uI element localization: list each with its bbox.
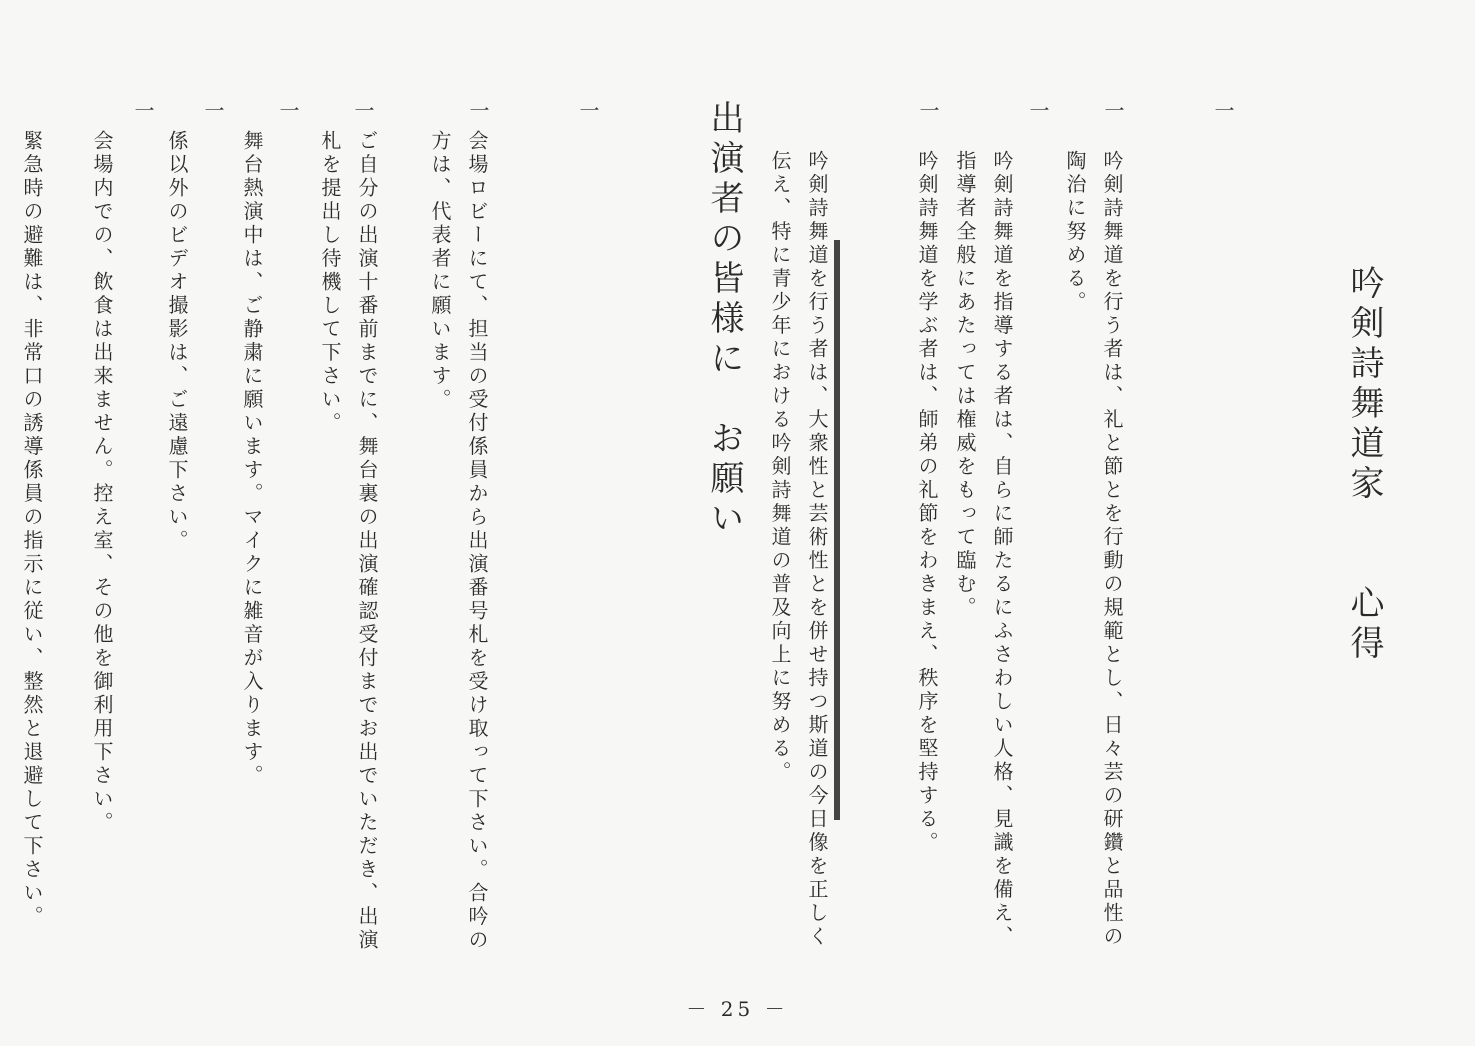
page-number: － 25 － bbox=[686, 997, 789, 1021]
item-text: 吟剣詩舞道を行う者は、礼と節とを行動の規範とし、日々芸の研鑽と品性の陶治に努める。 bbox=[1063, 150, 1124, 949]
item-mark: 一 bbox=[201, 100, 225, 124]
code-title: 吟剣詩舞道家 心得 bbox=[1344, 265, 1384, 665]
item-text: 舞台熱演中は、ご静粛に願います。マイクに雑音が入ります。 bbox=[240, 130, 264, 788]
item-mark: 一 bbox=[576, 100, 600, 124]
item-text: 会場内での、飲食は出来ません。控え室、その他を御利用下さい。 bbox=[90, 130, 114, 835]
item-text: 吟剣詩舞道を学ぶ者は、師弟の礼節をわきまえ、秩序を堅持する。 bbox=[915, 150, 939, 855]
item-mark: 一 bbox=[1211, 100, 1235, 124]
item-text: 係以外のビデオ撮影は、ご遠慮下さい。 bbox=[165, 130, 189, 553]
code-item-1 bbox=[1063, 100, 1315, 960]
item-mark: 一 bbox=[1101, 100, 1125, 124]
item-mark: 一 bbox=[131, 100, 155, 124]
performer-item-1 bbox=[428, 100, 680, 960]
item-text: 緊急時の避難は、非常口の誘導係員の指示に従い、整然と退避して下さい。 bbox=[20, 130, 44, 929]
item-text: 会場ロビーにて、担当の受付係員から出演番号札を受け取って下さい。合吟の方は、代表者に願います。 bbox=[428, 130, 489, 953]
performer-title: 出演者の皆様に お願い bbox=[704, 100, 744, 540]
item-text: ご自分の出演十番前までに、舞台裏の出演確認受付までお出でいただき、出演札を提出し待機して下さい。 bbox=[318, 130, 379, 953]
item-mark: 一 bbox=[351, 100, 375, 124]
item-text: 吟剣詩舞道を行う者は、大衆性と芸術性とを併せ持つ斯道の今日像を正しく伝え、特に青少年における吟剣詩舞道の普及向上に努める。 bbox=[768, 150, 829, 949]
section-divider bbox=[834, 240, 840, 820]
item-mark: 一 bbox=[1026, 100, 1050, 124]
item-text: 吟剣詩舞道を指導する者は、自らに師たるにふさわしい人格、見識を備え、指導者全般にあたっては権威をもって臨む。 bbox=[953, 150, 1014, 949]
item-mark: 一 bbox=[916, 100, 940, 124]
item-mark: 一 bbox=[466, 100, 490, 124]
item-mark: 一 bbox=[276, 100, 300, 124]
